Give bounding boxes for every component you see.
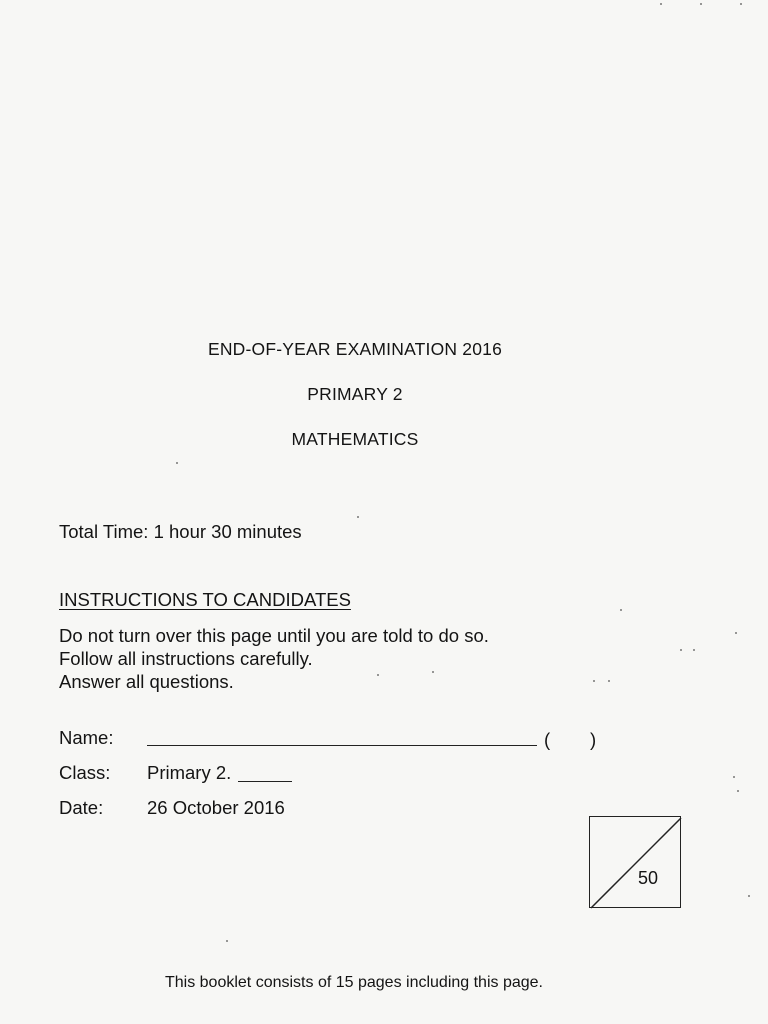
scan-speck (680, 649, 682, 651)
name-blank[interactable] (147, 745, 537, 746)
total-time: Total Time: 1 hour 30 minutes (59, 521, 302, 542)
name-label: Name: (59, 727, 114, 748)
instruction-line: Follow all instructions carefully. (59, 648, 313, 669)
scan-speck (733, 776, 735, 778)
date-label: Date: (59, 797, 104, 818)
index-paren-close: ) (590, 729, 597, 750)
scan-speck (737, 790, 739, 792)
scan-speck (593, 680, 595, 682)
scan-speck (748, 895, 750, 897)
scan-speck (226, 940, 228, 942)
instructions-heading: INSTRUCTIONS TO CANDIDATES (59, 589, 351, 610)
scan-speck (432, 671, 434, 673)
score-max-marks: 50 (637, 868, 658, 888)
scan-speck (620, 609, 622, 611)
instruction-line: Do not turn over this page until you are told to do so. (59, 625, 489, 646)
score-box-diagonal (590, 817, 682, 909)
class-value: Primary 2. (147, 762, 232, 783)
scan-speck (693, 649, 695, 651)
class-blank[interactable] (238, 781, 292, 782)
scan-speck (700, 3, 702, 5)
scan-speck (357, 516, 359, 518)
instruction-line: Answer all questions. (59, 671, 234, 692)
scan-speck (660, 3, 662, 5)
index-paren-open: ( (544, 729, 551, 750)
scan-speck (740, 3, 742, 5)
exam-level: PRIMARY 2 (307, 384, 403, 404)
booklet-page-count: This booklet consists of 15 pages including this page. (164, 974, 543, 991)
date-value: 26 October 2016 (147, 797, 285, 818)
exam-subject: MATHEMATICS (291, 429, 419, 449)
class-label: Class: (59, 762, 111, 783)
scan-speck (176, 462, 178, 464)
scan-speck (377, 674, 379, 676)
scan-speck (735, 632, 737, 634)
scan-speck (608, 680, 610, 682)
score-box (589, 816, 681, 908)
exam-title: END-OF-YEAR EXAMINATION 2016 (207, 339, 503, 359)
